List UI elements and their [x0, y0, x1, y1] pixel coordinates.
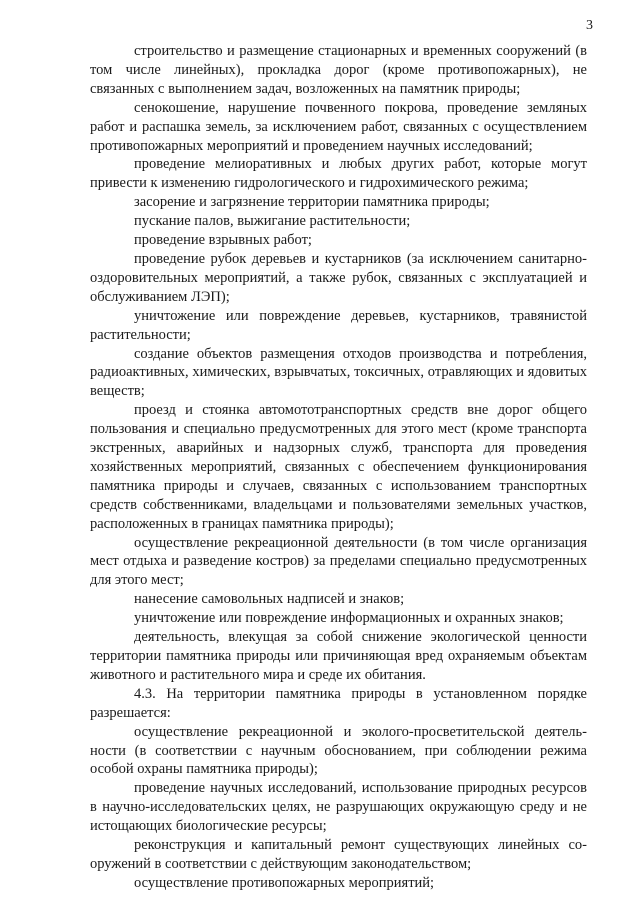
- paragraph: осуществление противопожарных мероприятий;: [134, 874, 435, 891]
- document-body: [90, 42, 587, 893]
- paragraph: строительство и размещение стационарных и временных сооружений (в том числе линейных), прокладка дорог (кроме противопожарных), не связанных с выполнением задач, возложенных на памятник природы;: [90, 43, 587, 97]
- paragraph: уничтожение или повреждение информационных и охранных знаков;: [134, 610, 564, 627]
- paragraph: проведение взрывных работ;: [134, 232, 312, 249]
- paragraph: сенокошение, нарушение почвенного покрова, проведение земляных работ и распашка земель, за исключением работ, связанных с осуществлением противопожарных мероприятий и проведением научных исследований;: [90, 99, 587, 154]
- section-paragraph: 4.3. На территории памятника природы в установленном порядке разрешается:: [90, 685, 587, 721]
- paragraph: проведение научных исследований, использование природных ресурсов в научно-исследовательских целях, не разрушающих окружающую среду и не истощающих биологические ресурсы;: [90, 780, 587, 835]
- paragraph: проезд и стоянка автомототранспортных средств вне дорог общего пользования и специально предусмотренных для этого мест (кроме транспорта экстренных, аварийных и надзорных служб, транспорта для проведения хозяйственных мероприятий, связанных с обеспечением функционирования памятника природы и случаев, связанных с использованием транспортных средств собственниками, владельцами и пользователями земельных участков, расположенных в границах памятника природы);: [90, 402, 587, 532]
- paragraph: уничтожение или повреждение деревьев, кустарников, травянистой растительности;: [90, 307, 587, 343]
- paragraph: проведение мелиоративных и любых других работ, которые могут привести к изменению гидрологического и гидрохимического режима;: [90, 156, 587, 192]
- paragraph: осуществление рекреационной и эколого-просветительской деятельности (в соответствии с научным обоснованием, при соблюдении режима особой охраны памятника природы);: [90, 723, 587, 778]
- paragraph: засорение и загрязнение территории памятника природы;: [134, 194, 490, 211]
- paragraph: осуществление рекреационной деятельности (в том числе организация мест отдыха и разведение костров) за пределами специально предусмотренных для этого мест;: [90, 534, 587, 589]
- paragraph: деятельность, влекущая за собой снижение экологической ценности территории памятника природы или причиняющая вред охраняемым объектам животного и растительного мира и среде их обитания.: [90, 629, 587, 683]
- page-number: 3: [586, 18, 593, 33]
- paragraph: проведение рубок деревьев и кустарников (за исключением санитарно-оздоровительных мероприятий, а также рубок, связанных с эксплуатацией и обслуживанием ЛЭП);: [90, 250, 587, 305]
- paragraph: пускание палов, выжигание растительности;: [134, 213, 411, 230]
- paragraph: реконструкция и капитальный ремонт существующих линейных сооружений в соответствии с действующим законодательством;: [90, 837, 587, 872]
- paragraph: нанесение самовольных надписей и знаков;: [134, 591, 405, 608]
- paragraph: создание объектов размещения отходов производства и потребления, радиоактивных, химических, взрывчатых, токсичных, отравляющих и ядовитых веществ;: [90, 345, 587, 400]
